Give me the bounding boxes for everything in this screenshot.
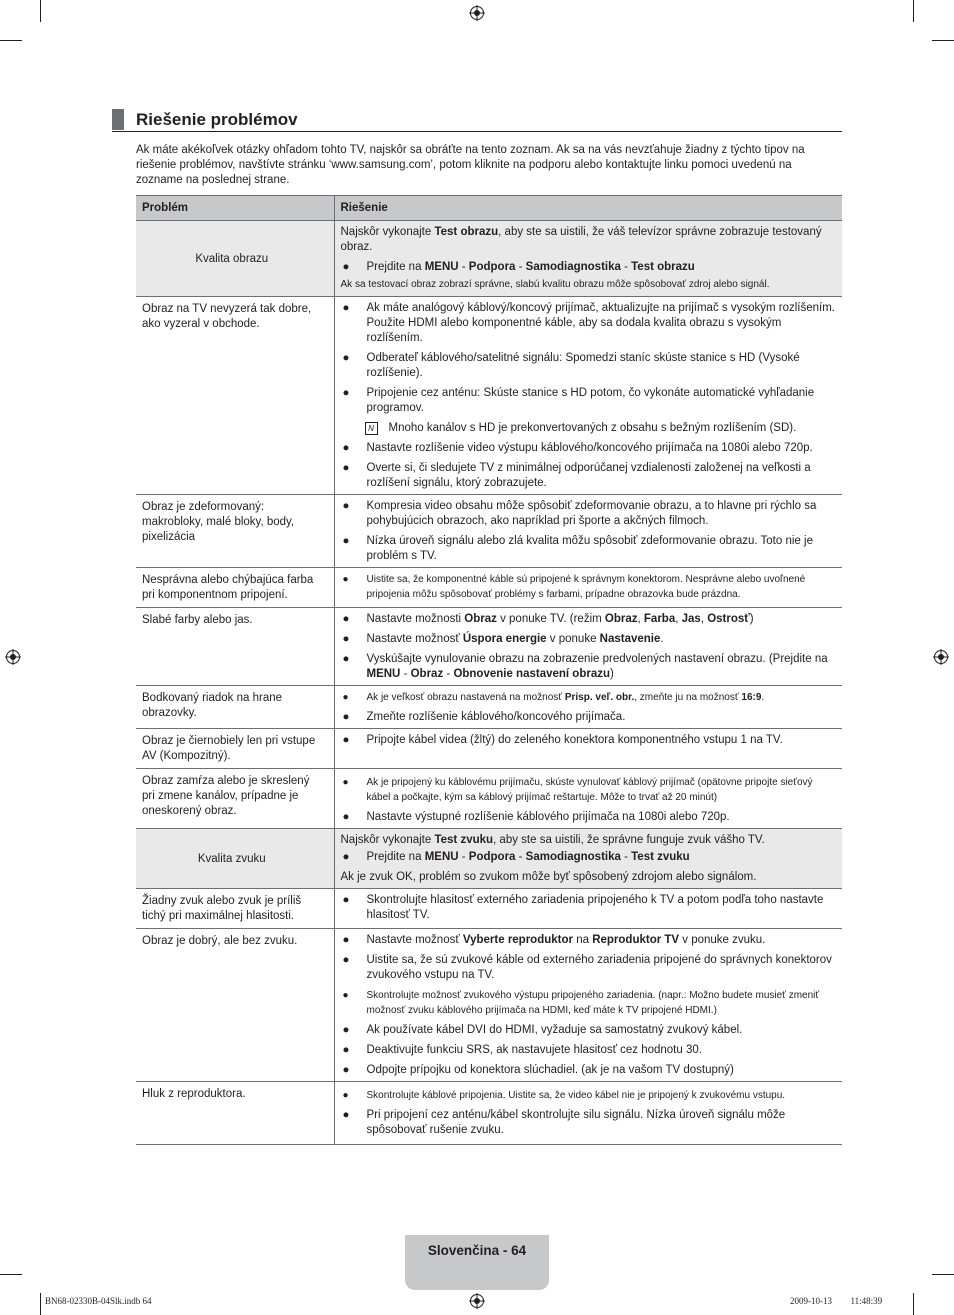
registration-mark-icon (933, 649, 949, 665)
crop-mark (932, 40, 954, 41)
bullet-icon: ● (342, 851, 350, 863)
table-row (136, 889, 842, 929)
bullet-icon: ● (342, 1044, 350, 1056)
list-item: ● Pri pripojení cez anténu/kábel skontrolujte silu signálu. Nízka úroveň signálu môže spôsobovať rušenie zvuku. (342, 1109, 786, 1136)
print-slug-file: BN68-02330B-04Slk.indb 64 (45, 1296, 152, 1306)
bullet-icon: ● (342, 894, 350, 906)
solution-cell (334, 729, 842, 769)
bullet-icon: ● (342, 954, 350, 966)
list-item: ● Ak je veľkosť obrazu nastavená na možnosť Prisp. veľ. obr., zmeňte ju na možnosť 16:9. (342, 692, 765, 703)
solution-cell (334, 568, 842, 608)
bullet-icon: ● (342, 302, 350, 314)
section-heading (112, 109, 842, 132)
bullet-icon: ● (342, 1064, 350, 1076)
problem-cell: Slabé farby alebo jas. (136, 608, 334, 686)
crop-mark (932, 1274, 954, 1275)
list-item: ● Skontrolujte možnosť zvukového výstupu pripojeného zariadenia. (napr.: Možno budete musieť zmeniť možnosť zvuku káblového prijímača na HDMI, keď máte k TV pripojené HDMI.) (342, 990, 820, 1016)
list-item: ● Nastavte možnosti Obraz v ponuke TV. (režim Obraz, Farba, Jas, Ostrosť) (342, 613, 754, 625)
heading-bar (112, 109, 124, 130)
bullet-icon: ● (342, 613, 350, 625)
solution-text: Ak sa testovací obraz zobrazí správne, slabú kvalitu obrazu môže spôsobovať zdroj alebo signál. (340, 279, 770, 290)
problem-cell: Obraz je dobrý, ale bez zvuku. (136, 929, 334, 1082)
solution-cell (334, 889, 842, 929)
list-item: ● Skontrolujte káblové pripojenia. Uistite sa, že video kábel nie je pripojený k zvukovému vstupu. (342, 1090, 786, 1101)
list-item: ● Nastavte výstupné rozlíšenie káblového prijímača na 1080i alebo 720p. (342, 811, 730, 823)
problem-cell: Obraz na TV nevyzerá tak dobre, ako vyzeral v obchode. (136, 297, 334, 495)
column-header-problem: Problém (136, 196, 334, 221)
problem-cell: Nesprávna alebo chýbajúca farba pri komponentnom pripojení. (136, 568, 334, 608)
table-row (136, 686, 842, 729)
bullet-icon: ● (342, 777, 349, 788)
bullet-icon: ● (342, 633, 350, 645)
list-item: ● Uistite sa, že komponentné káble sú pripojené k správnym konektorom. Nesprávne alebo uvoľnené pripojenia môžu spôsobovať problémy s farbami, prípadne obrazovka bude prázdna. (342, 574, 806, 600)
table-row (136, 568, 842, 608)
problem-cell: Bodkovaný riadok na hrane obrazovky. (136, 686, 334, 729)
bullet-icon: ● (342, 387, 350, 399)
list-item: ● Odpojte prípojku od konektora slúchadiel. (ak je na vašom TV dostupný) (342, 1064, 734, 1076)
list-item: ● Prejdite na MENU - Podpora - Samodiagnostika - Test obrazu (342, 261, 695, 273)
list-item: ● Skontrolujte hlasitosť externého zariadenia pripojeného k TV a potom podľa toho nastavte hlasitosť TV. (342, 894, 824, 921)
problem-cell: Žiadny zvuk alebo zvuk je príliš tichý pri maximálnej hlasitosti. (136, 889, 334, 929)
bullet-icon: ● (342, 692, 349, 703)
bullet-icon: ● (342, 442, 350, 454)
list-item: ● Pripojenie cez anténu: Skúste stanice s HD potom, čo vykonáte automatické vyhľadanie programov. (342, 387, 815, 414)
column-header-solution: Riešenie (334, 196, 842, 221)
list-item: ● Nízka úroveň signálu alebo zlá kvalita môžu spôsobiť zdeformovanie obrazu. Toto nie je problém s TV. (342, 535, 813, 562)
bullet-icon: ● (342, 934, 350, 946)
table-header-row (136, 196, 842, 221)
page-title: Riešenie problémov (136, 110, 298, 129)
solution-cell (334, 221, 842, 297)
solution-cell (334, 608, 842, 686)
solution-text: Ak je zvuk OK, problém so zvukom môže byť spôsobený zdrojom alebo signálom. (340, 871, 757, 883)
problem-cell: Kvalita zvuku (136, 829, 334, 889)
bullet-icon: ● (342, 352, 350, 364)
table-row (136, 829, 842, 889)
list-item: ● Deaktivujte funkciu SRS, ak nastavujete hlasitosť cez hodnotu 30. (342, 1044, 702, 1056)
solution-text: Najskôr vykonajte Test zvuku, aby ste sa uistili, že správne funguje zvuk vášho TV. (340, 834, 765, 846)
problem-cell: Obraz zamŕza alebo je skreslený pri zmene kanálov, prípadne je oneskorený obraz. (136, 769, 334, 829)
list-item: ● Ak je pripojený ku káblovému prijímaču, skúste vynulovať káblový prijímač (opätovne pripojte sieťový kábel a počkajte, kým sa káblový prijímač reštartuje. Môže to trvať až 20 minút) (342, 777, 813, 803)
print-slug-date: 2009-10-13 ￿￿ 11:48:39 (790, 1296, 883, 1306)
list-item: ● Nastavte rozlíšenie video výstupu káblového/koncového prijímača na 1080i alebo 720p. (342, 442, 813, 454)
page-number: Slovenčina - 64 (427, 1243, 527, 1258)
bullet-icon: ● (342, 811, 350, 823)
table-row (136, 729, 842, 769)
list-item: ● Prejdite na MENU - Podpora - Samodiagnostika - Test zvuku (342, 851, 690, 863)
bullet-icon: ● (342, 574, 349, 585)
table-row (136, 495, 842, 568)
solution-cell (334, 495, 842, 568)
problem-cell: Obraz je zdeformovaný: makrobloky, malé bloky, body, pixelizácia (136, 495, 334, 568)
solution-cell (334, 686, 842, 729)
crop-mark (913, 0, 914, 22)
solution-text: Najskôr vykonajte Test obrazu, aby ste sa uistili, že váš televízor správne zobrazuje testovaný obraz. (340, 226, 822, 253)
bullet-icon: ● (342, 711, 350, 723)
list-item: ● Vyskúšajte vynulovanie obrazu na zobrazenie predvolených nastavení obrazu. (Prejdite na MENU - Obraz - Obnovenie nastavení obrazu) (342, 653, 828, 680)
table-row (136, 297, 842, 495)
problem-cell: Kvalita obrazu (136, 221, 334, 297)
bullet-icon: ● (342, 990, 349, 1001)
note-icon: N (365, 422, 378, 435)
list-item: ● Ak máte analógový káblový/koncový prijímač, aktualizujte na prijímač s vysokým rozlíšením. Použite HDMI alebo komponentné káble, aby sa dodala kvalita obrazu s vysokým rozlíšením. (342, 302, 835, 344)
list-item: ● Nastavte možnosť Úspora energie v ponuke Nastavenie. (342, 633, 664, 645)
list-item: ● Kompresia video obsahu môže spôsobiť zdeformovanie obrazu, a to hlavne pri rýchlo sa pohybujúcich obrazoch, ako napríklad pri športe a akčných filmoch. (342, 500, 817, 527)
bullet-icon: ● (342, 462, 350, 474)
crop-mark (40, 0, 41, 22)
list-item: ● Zmeňte rozlíšenie káblového/koncového prijímača. (342, 711, 626, 723)
solution-cell (334, 929, 842, 1082)
list-item: ● Overte si, či sledujete TV z minimálnej odporúčanej vzdialenosti založenej na veľkosti a rozlíšení signálu, ktorý zobrazujete. (342, 462, 811, 489)
bullet-icon: ● (342, 535, 350, 547)
bullet-icon: ● (342, 500, 350, 512)
problem-cell: Hluk z reproduktora. (136, 1082, 334, 1145)
crop-mark (0, 40, 22, 41)
registration-mark-icon (469, 1293, 485, 1309)
crop-mark (40, 1293, 41, 1315)
intro-paragraph: Ak máte akékoľvek otázky ohľadom tohto TV, najskôr sa obráťte na tento zoznam. Ak sa na vás nevzťahuje žiadny z týchto tipov na riešenie problémov, navštívte stránku ‘www.samsung.com’, potom kliknite na podporu alebo kontaktujte linku pomoci uvedenú na zozname na poslednej strane. (136, 144, 805, 186)
crop-mark (913, 1293, 914, 1315)
note-item: N Mnoho kanálov s HD je prekonvertovaných z obsahu s bežným rozlíšením (SD). (341, 421, 837, 436)
solution-cell (334, 297, 842, 495)
troubleshooting-table (136, 195, 842, 1145)
list-item: ● Ak používate kábel DVI do HDMI, vyžaduje sa samostatný zvukový kábel. (342, 1024, 743, 1036)
table-row (136, 1082, 842, 1145)
solution-cell (334, 829, 842, 889)
solution-cell (334, 1082, 842, 1145)
table-row (136, 608, 842, 686)
bullet-icon: ● (342, 1090, 349, 1101)
list-item: ● Nastavte možnosť Vyberte reproduktor na Reproduktor TV v ponuke zvuku. (342, 934, 766, 946)
registration-mark-icon (5, 649, 21, 665)
bullet-icon: ● (342, 261, 350, 273)
table-row (136, 929, 842, 1082)
registration-mark-icon (469, 5, 485, 21)
bullet-icon: ● (342, 653, 350, 665)
problem-cell: Obraz je čiernobiely len pri vstupe AV (Kompozitný). (136, 729, 334, 769)
solution-cell (334, 769, 842, 829)
bullet-icon: ● (342, 734, 350, 746)
list-item: ● Uistite sa, že sú zvukové káble od externého zariadenia pripojené do správnych konektorov zvukového vstupu na TV. (342, 954, 832, 981)
table-row (136, 769, 842, 829)
bullet-icon: ● (342, 1109, 350, 1121)
bullet-icon: ● (342, 1024, 350, 1036)
list-item: ● Odberateľ káblového/satelitné signálu: Spomedzi staníc skúste stanice s HD (Vysoké rozlíšenie). (342, 352, 800, 379)
crop-mark (0, 1274, 22, 1275)
table-row (136, 221, 842, 297)
list-item: ● Pripojte kábel videa (žltý) do zeleného konektora komponentného vstupu 1 na TV. (342, 734, 783, 746)
